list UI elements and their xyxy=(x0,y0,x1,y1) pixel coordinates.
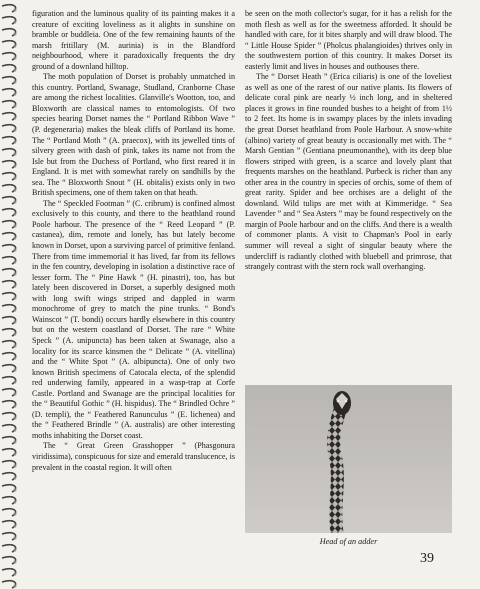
binding-hole xyxy=(14,561,17,564)
binding-hole xyxy=(14,321,17,324)
binding-loop xyxy=(2,233,16,240)
binding-loop xyxy=(2,449,16,456)
binding-loop xyxy=(2,581,16,588)
binding-hole xyxy=(14,525,17,528)
binding-loop xyxy=(2,125,16,132)
right-paragraph-2: The “ Dorset Heath ” (Erica ciliaris) is one of the loveliest as well as one of the rarest of our native plants. Its flowers of delicate coral pink are nearly ½ inch long, and in sheltered places it grows in fine rounded bushes to a height of from 1½ to 2 feet. Its home is in swampy places by the inlets invading the great Dorset heathland from Poole Harbour. A snow-white (albino) variety of great beauty is occasionally met with. The “ Marsh Gentian ” (Gentiana pneumonanthe), with its deep blue flowers striped with green, is a scarce and lovely plant that frequents marshes on the heathland. Purbeck is richer than any other area in the country in species of orchis, some of them of great rarity. Spider and bee orchises are a delight of the downland. Wild tulips are met with at Kimmeridge. “ Sea Lavender ” and “ Sea Asters ” may be found respectively on the margin of Poole harbour and on the cliffs. And there is a wealth of commoner plants. A visit to Chapman's Pool in early summer will reveal a sight of singular beauty where the undercliff is radiantly clothed with bluebell and primrose, that strangely contrast with the stern rock wall overhanging. xyxy=(245,72,452,272)
binding-hole xyxy=(14,21,17,24)
binding-loop xyxy=(2,89,16,96)
binding-hole xyxy=(14,261,17,264)
binding-loop xyxy=(2,401,16,408)
binding-loop xyxy=(2,257,16,264)
binding-loop xyxy=(2,269,16,276)
binding-loop xyxy=(2,557,16,564)
binding-hole xyxy=(14,513,17,516)
binding-hole xyxy=(14,45,17,48)
binding-loop xyxy=(2,533,16,540)
binding-hole xyxy=(14,57,17,60)
binding-loop xyxy=(2,65,16,72)
binding-hole xyxy=(14,153,17,156)
binding-loop xyxy=(2,113,16,120)
binding-loop xyxy=(2,365,16,372)
page-number: 39 xyxy=(420,551,434,566)
binding-loop xyxy=(2,185,16,192)
binding-hole xyxy=(14,117,17,120)
binding-hole xyxy=(14,177,17,180)
binding-loop xyxy=(2,221,16,228)
binding-loop xyxy=(2,497,16,504)
binding-loop xyxy=(2,485,16,492)
binding-loop xyxy=(2,425,16,432)
binding-hole xyxy=(14,501,17,504)
binding-loop xyxy=(2,305,16,312)
binding-hole xyxy=(14,573,17,576)
binding-hole xyxy=(14,465,17,468)
binding-hole xyxy=(14,165,17,168)
left-paragraph-2: The moth population of Dorset is probably unmatched in this country. Portland, Swanage, Studland, Cranborne Chase are among the richest localities. Glanville's Wootton, too, and Bloxworth are classical names to entomologists. Of two species bearing Dorset names the “ Portland Ribbon Wave ” (P. degeneraria) makes the bleak cliffs of Portland its home. The “ Portland Moth ” (A. praecox), with its jewelled tints of silvery green with dash of pink, takes its name not from the Isle but from the Duchess of Portland, who first reared it in England. It is met with somewhat rarely on sandhills by the sea. The “ Bloxworth Snout ” (H. obitalis) exists only in two British specimens, one of them taken on that heath. xyxy=(32,72,235,198)
binding-loop xyxy=(2,281,16,288)
binding-hole xyxy=(14,93,17,96)
binding-loop xyxy=(2,389,16,396)
binding-loop xyxy=(2,77,16,84)
binding-hole xyxy=(14,369,17,372)
binding-loop xyxy=(2,173,16,180)
binding-loop xyxy=(2,461,16,468)
adder-photo xyxy=(245,385,452,533)
binding-loop xyxy=(2,17,16,24)
binding-loop xyxy=(2,569,16,576)
binding-hole xyxy=(14,441,17,444)
binding-loop xyxy=(2,341,16,348)
binding-hole xyxy=(14,333,17,336)
binding-loop xyxy=(2,509,16,516)
binding-loop xyxy=(2,413,16,420)
binding-hole xyxy=(14,537,17,540)
binding-hole xyxy=(14,105,17,108)
binding-loop xyxy=(2,545,16,552)
binding-loop xyxy=(2,101,16,108)
binding-hole xyxy=(14,297,17,300)
binding-loop xyxy=(2,293,16,300)
binding-hole xyxy=(14,393,17,396)
right-text-column xyxy=(245,9,452,273)
binding-hole xyxy=(14,357,17,360)
binding-hole xyxy=(14,405,17,408)
binding-hole xyxy=(14,417,17,420)
binding-hole xyxy=(14,129,17,132)
binding-hole xyxy=(14,141,17,144)
binding-hole xyxy=(14,477,17,480)
adder-photo-illustration xyxy=(245,385,452,533)
binding-hole xyxy=(14,381,17,384)
binding-hole xyxy=(14,345,17,348)
binding-loop xyxy=(2,29,16,36)
binding-loop xyxy=(2,149,16,156)
binding-loop xyxy=(2,317,16,324)
binding-hole xyxy=(14,81,17,84)
photo-caption: Head of an adder xyxy=(319,537,378,546)
binding-loop xyxy=(2,437,16,444)
binding-hole xyxy=(14,489,17,492)
binding-hole xyxy=(14,309,17,312)
binding-hole xyxy=(14,237,17,240)
binding-loop xyxy=(2,377,16,384)
binding-hole xyxy=(14,225,17,228)
left-text-column xyxy=(32,9,235,473)
left-paragraph-4: The “ Great Green Grasshopper ” (Phasgonura viridissima), conspicuous for size and emerald translucence, is prevalent in the coastal region. It will often xyxy=(32,441,235,472)
binding-loop xyxy=(2,329,16,336)
left-paragraph-3: The “ Speckled Footman ” (C. cribrum) is confined almost exclusively to this county, and there to the heathland round Poole harbour. The presence of the “ Reed Leopard ” (P. castanea), dim, remote and lonely, has but lately become known in Dorset, upon a surviving parcel of primitive fenland. There from time immemorial it has lived, far from its fellows in the fen country, developing in isolation a distinctive race of lesser form. The “ Pine Hawk ” (H. pinastri), too, has but lately been discovered in Dorset, a superbly designed moth with long swift wings striped and dappled in warm monochrome of grey to match the pine trunks. “ Bond's Wainscot ” (T. bondi) occurs hardly elsewhere in this country but on the western coastland of Dorset. The rare “ White Speck ” (A. unipuncta) has been taken at Swanage, also a locality for its scarce kinsmen the “ Delicate ” (A. vitellina) and the “ White Spot ” (A. albipuncta). One of only two known British specimens of Catocala electa, of the splendid red underwing family, appeared in a wasp-trap at Corfe Castle. Portland and Swanage are the principal localities for the “ Beautiful Gothic ” (H. hispidus). The “ Brindled Ochre ” (D. templi), the “ Feathered Ranunculus ” (E. lichenea) and the “ Feathered Brindle ” (A. australis) are other interesting moths inhabiting the Dorset coast. xyxy=(32,198,235,440)
binding-loop xyxy=(2,137,16,144)
binding-loop xyxy=(2,353,16,360)
binding-hole xyxy=(14,189,17,192)
binding-hole xyxy=(14,429,17,432)
binding-loop xyxy=(2,161,16,168)
binding-loop xyxy=(2,41,16,48)
left-paragraph-1: figuration and the luminous quality of its painting makes it a creature of exciting loveliness as it alights in sunshine on bramble or buddleia. One of the few remaining haunts of the marsh fritillary (M. aurinia) is in the Blandford neighbourhood, where it paradoxically frequents the dry ground of a downland hilltop. xyxy=(32,9,235,71)
binding-loop xyxy=(2,245,16,252)
spiral-binding xyxy=(0,0,22,589)
binding-hole xyxy=(14,273,17,276)
binding-hole xyxy=(14,549,17,552)
binding-hole xyxy=(14,69,17,72)
binding-loop xyxy=(2,473,16,480)
binding-loop xyxy=(2,197,16,204)
binding-loop xyxy=(2,521,16,528)
right-paragraph-1: be seen on the moth collector's sugar, for it has a relish for the moth flesh as well as for the sweetness afforded. It should be handled with care, for it bites sharply and will draw blood. The “ Little House Spider ” (Pholcus phalangioides) thrives only in the southwestern portion of this country. It makes Dorset its easterly limit and lives in houses and outhouses there. xyxy=(245,9,452,71)
binding-hole xyxy=(14,33,17,36)
binding-hole xyxy=(14,9,17,12)
binding-loop xyxy=(2,209,16,216)
binding-loop xyxy=(2,53,16,60)
binding-loop xyxy=(2,5,16,12)
binding-hole xyxy=(14,201,17,204)
binding-hole xyxy=(14,453,17,456)
binding-hole xyxy=(14,285,17,288)
binding-hole xyxy=(14,585,17,588)
binding-hole xyxy=(14,249,17,252)
binding-hole xyxy=(14,213,17,216)
